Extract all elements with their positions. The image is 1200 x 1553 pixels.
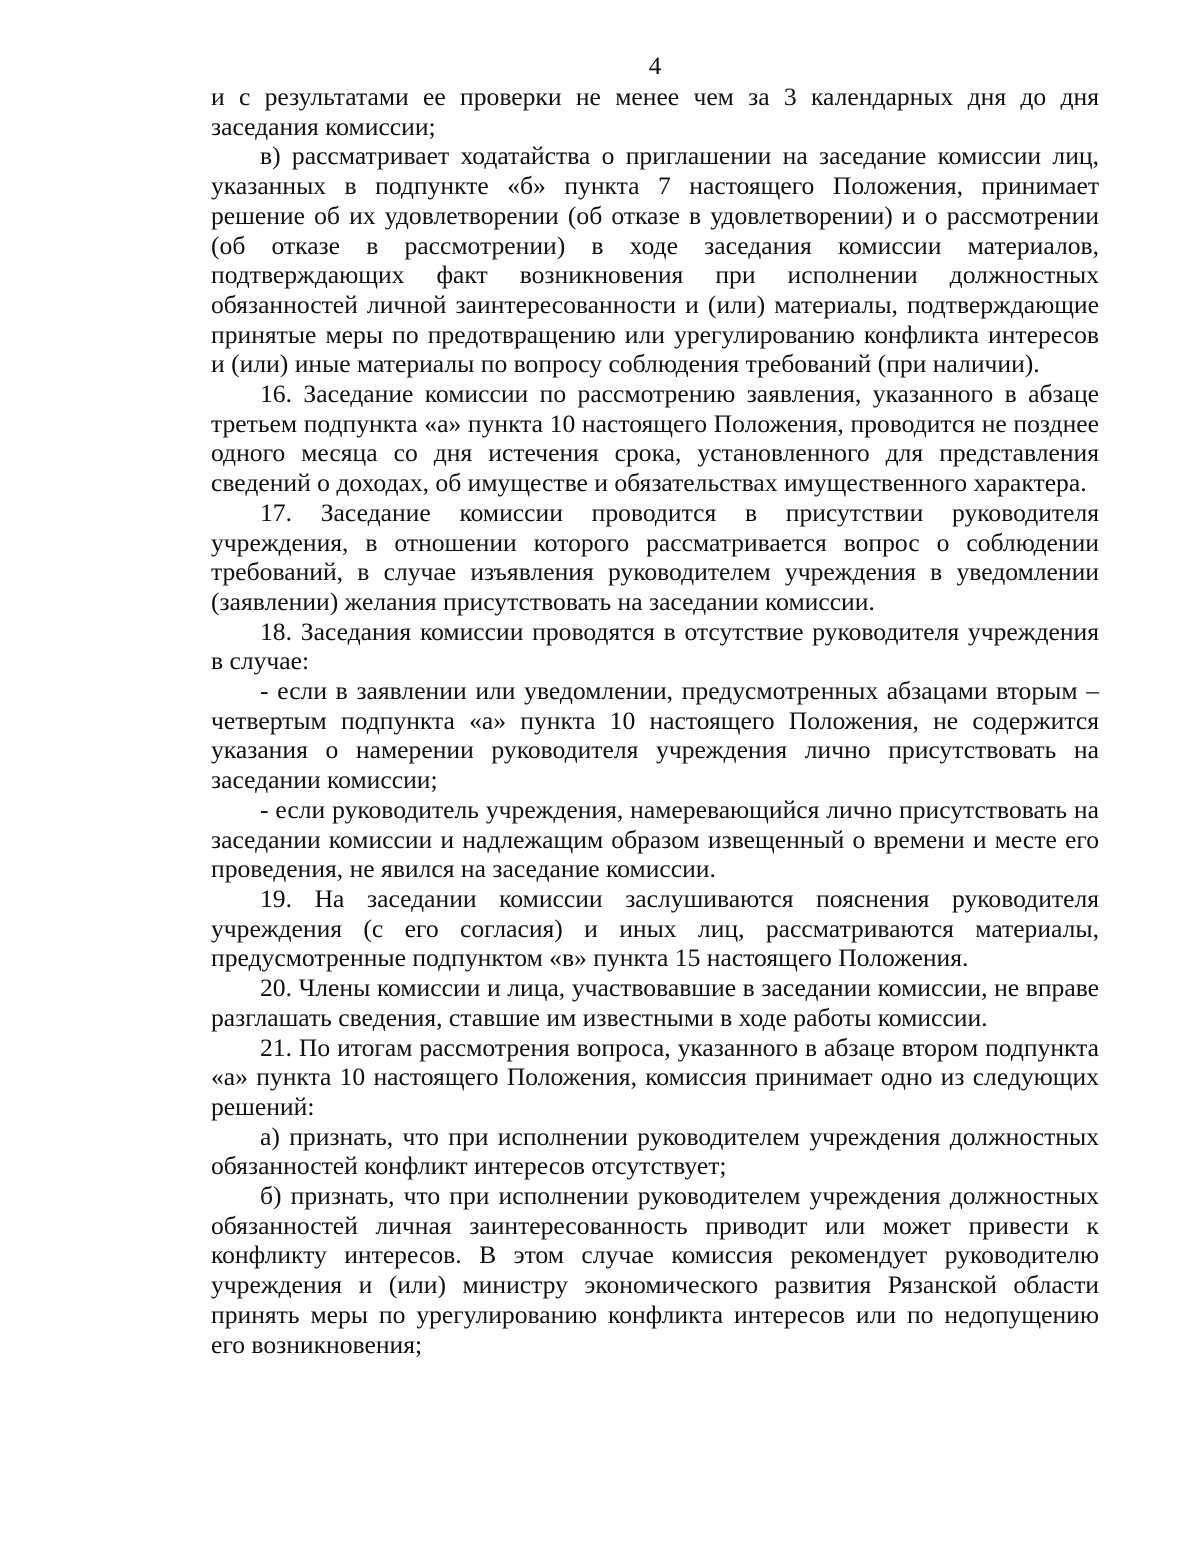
paragraph-continuation: и с результатами ее проверки не менее чем за 3 календарных дня до дня заседания комиссии; [211,82,1099,141]
paragraph-19: 19. На заседании комиссии заслушиваются пояснения руководителя учреждения (с его согласия) и иных лиц, рассматриваются материалы, предусмотренные подпунктом «в» пункта 15 настоящего Положения. [211,883,1099,973]
paragraph-16: 16. Заседание комиссии по рассмотрению заявления, указанного в абзаце третьем подпункта «а» пункта 10 настоящего Положения, проводится не позднее одного месяца со дня истечения срока, установленного для представления сведений о доходах, об имуществе и обязательствах имущественного характера. [211,379,1099,498]
paragraph-18-bullet-2: - если руководитель учреждения, намеревающийся лично присутствовать на заседании комиссии и надлежащим образом извещенный о времени и месте его проведения, не явился на заседание комиссии. [211,794,1099,884]
paragraph-18: 18. Заседания комиссии проводятся в отсутствие руководителя учреждения в случае: [211,616,1099,676]
paragraph-subitem-v: в) рассматривает ходатайства о приглашении на заседание комиссии лиц, указанных в подпункте «б» пункта 7 настоящего Положения, принимает решение об их удовлетворении (об отказе в удовлетворении) и о рассмотрении (об отказе в рассмотрении) в ходе заседания комиссии материалов, подтверждающих факт возникновения при исполнении должностных обязанностей личной заинтересованности и (или) материалы, подтверждающие принятые меры по предотвращению или урегулированию конфликта интересов и (или) иные материалы по вопросу соблюдения требований (при наличии). [211,141,1099,379]
paragraph-21-subitem-a: а) признать, что при исполнении руководителем учреждения должностных обязанностей конфликт интересов отсутствует; [211,1121,1099,1181]
paragraph-18-bullet-1: - если в заявлении или уведомлении, предусмотренных абзацами вторым – четвертым подпункта «а» пункта 10 настоящего Положения, не содержится указания о намерении руководителя учреждения лично присутствовать на заседании комиссии; [211,676,1099,795]
paragraph-21: 21. По итогам рассмотрения вопроса, указанного в абзаце втором подпункта «а» пункта 10 настоящего Положения, комиссия принимает одно из следующих решений: [211,1032,1099,1121]
page-number: 4 [648,53,662,80]
paragraph-17: 17. Заседание комиссии проводится в присутствии руководителя учреждения, в отношении которого рассматривается вопрос о соблюдении требований, в случае изъявления руководителем учреждения в уведомлении (заявлении) желания присутствовать на заседании комиссии. [211,497,1099,616]
paragraph-21-subitem-b: б) признать, что при исполнении руководителем учреждения должностных обязанностей личная заинтересованность приводит или может привести к конфликту интересов. В этом случае комиссия рекомендует руководителю учреждения и (или) министру экономического развития Рязанской области принять меры по урегулированию конфликта интересов или по недопущению его возникновения; [211,1181,1099,1359]
paragraph-20: 20. Члены комиссии и лица, участвовавшие в заседании комиссии, не вправе разглашать сведения, ставшие им известными в ходе работы комиссии. [211,973,1099,1032]
document-body [211,82,1099,1359]
